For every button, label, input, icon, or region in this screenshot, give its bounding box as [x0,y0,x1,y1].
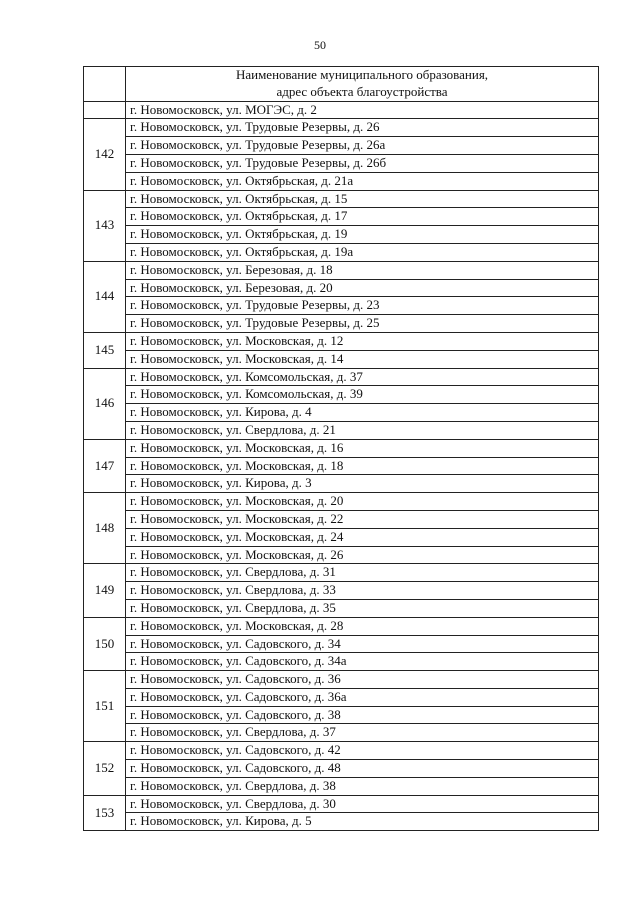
address-cell: г. Новомосковск, ул. Московская, д. 20 [126,493,599,511]
object-number: 147 [84,439,126,492]
address-cell: г. Новомосковск, ул. Московская, д. 18 [126,457,599,475]
address-cell: г. Новомосковск, ул. Октябрьская, д. 19а [126,243,599,261]
table-row [84,706,599,724]
table-row [84,564,599,582]
address-cell: г. Новомосковск, ул. Садовского, д. 36 [126,671,599,689]
table-row [84,760,599,778]
table-row [84,243,599,261]
table-row [84,297,599,315]
address-cell: г. Новомосковск, ул. Трудовые Резервы, д. 25 [126,315,599,333]
address-cell: г. Новомосковск, ул. Трудовые Резервы, д. 26 [126,119,599,137]
table-row [84,404,599,422]
address-cell: г. Новомосковск, ул. Трудовые Резервы, д. 26а [126,137,599,155]
address-cell: г. Новомосковск, ул. Октябрьская, д. 17 [126,208,599,226]
table-row [84,137,599,155]
table-row [84,795,599,813]
address-cell: г. Новомосковск, ул. Трудовые Резервы, д. 26б [126,154,599,172]
table-row [84,190,599,208]
address-cell: г. Новомосковск, ул. Трудовые Резервы, д. 23 [126,297,599,315]
table-row [84,350,599,368]
table-row [84,528,599,546]
table-row [84,101,599,119]
table-row [84,208,599,226]
number-column-header [84,67,126,102]
address-cell: г. Новомосковск, ул. Московская, д. 12 [126,332,599,350]
address-cell: г. Новомосковск, ул. МОГЭС, д. 2 [126,101,599,119]
table-row [84,510,599,528]
address-cell: г. Новомосковск, ул. Свердлова, д. 33 [126,582,599,600]
address-cell: г. Новомосковск, ул. Комсомольская, д. 37 [126,368,599,386]
address-cell: г. Новомосковск, ул. Московская, д. 14 [126,350,599,368]
table-row [84,439,599,457]
table-row [84,457,599,475]
table-row [84,475,599,493]
address-cell: г. Новомосковск, ул. Кирова, д. 4 [126,404,599,422]
address-cell: г. Новомосковск, ул. Березовая, д. 20 [126,279,599,297]
address-cell: г. Новомосковск, ул. Свердлова, д. 21 [126,421,599,439]
object-number: 146 [84,368,126,439]
address-cell: г. Новомосковск, ул. Садовского, д. 38 [126,706,599,724]
table-row [84,546,599,564]
address-cell: г. Новомосковск, ул. Октябрьская, д. 19 [126,226,599,244]
table-row [84,332,599,350]
object-number: 149 [84,564,126,617]
object-number: 143 [84,190,126,261]
address-cell: г. Новомосковск, ул. Садовского, д. 34 [126,635,599,653]
header-line-1: Наименование муниципального образования, [235,67,489,82]
table-row [84,813,599,831]
table-row [84,688,599,706]
table-body [84,101,599,831]
address-cell: г. Новомосковск, ул. Октябрьская, д. 15 [126,190,599,208]
table-row [84,671,599,689]
address-cell: г. Новомосковск, ул. Свердлова, д. 38 [126,777,599,795]
address-cell: г. Новомосковск, ул. Московская, д. 22 [126,510,599,528]
table-row [84,742,599,760]
object-number: 145 [84,332,126,368]
address-cell: г. Новомосковск, ул. Кирова, д. 3 [126,475,599,493]
address-cell: г. Новомосковск, ул. Свердлова, д. 35 [126,599,599,617]
table-row [84,368,599,386]
object-number: 153 [84,795,126,831]
table-row [84,724,599,742]
table-row [84,493,599,511]
address-cell: г. Новомосковск, ул. Свердлова, д. 31 [126,564,599,582]
table-header-row [84,67,599,102]
address-cell: г. Новомосковск, ул. Свердлова, д. 30 [126,795,599,813]
table-row [84,261,599,279]
address-cell: г. Новомосковск, ул. Садовского, д. 36а [126,688,599,706]
address-cell: г. Новомосковск, ул. Садовского, д. 34а [126,653,599,671]
address-cell: г. Новомосковск, ул. Комсомольская, д. 39 [126,386,599,404]
address-cell: г. Новомосковск, ул. Свердлова, д. 37 [126,724,599,742]
table-row [84,386,599,404]
address-table [83,66,599,831]
table-row [84,777,599,795]
address-cell: г. Новомосковск, ул. Октябрьская, д. 21а [126,172,599,190]
table-row [84,154,599,172]
header-line-2: адрес объекта благоустройства [276,83,448,99]
address-cell: г. Новомосковск, ул. Кирова, д. 5 [126,813,599,831]
object-number: 150 [84,617,126,670]
table-row [84,582,599,600]
table-row [84,226,599,244]
address-cell: г. Новомосковск, ул. Московская, д. 16 [126,439,599,457]
object-number [84,101,126,119]
table-row [84,279,599,297]
page-number: 50 [314,38,326,52]
table-row [84,635,599,653]
table-row [84,421,599,439]
address-cell: г. Новомосковск, ул. Московская, д. 26 [126,546,599,564]
table-row [84,172,599,190]
table-row [84,617,599,635]
object-number: 148 [84,493,126,564]
table-row [84,119,599,137]
address-cell: г. Новомосковск, ул. Березовая, д. 18 [126,261,599,279]
address-cell: г. Новомосковск, ул. Московская, д. 24 [126,528,599,546]
address-cell: г. Новомосковск, ул. Садовского, д. 48 [126,760,599,778]
address-cell: г. Новомосковск, ул. Московская, д. 28 [126,617,599,635]
table-row [84,599,599,617]
object-number: 152 [84,742,126,795]
object-number: 151 [84,671,126,742]
address-column-header [126,67,599,102]
table-row [84,653,599,671]
object-number: 144 [84,261,126,332]
object-number: 142 [84,119,126,190]
address-cell: г. Новомосковск, ул. Садовского, д. 42 [126,742,599,760]
table-row [84,315,599,333]
